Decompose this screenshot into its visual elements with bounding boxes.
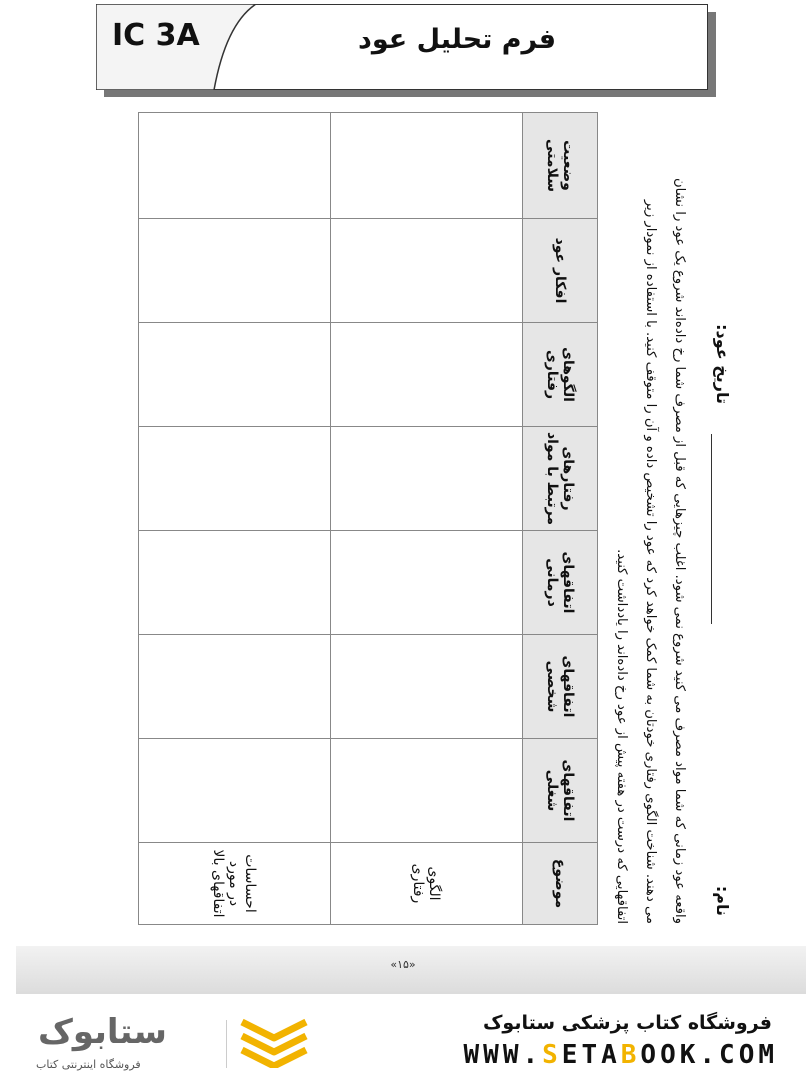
- header-personal-events: اتفاقهای شخصی: [523, 635, 598, 739]
- table-cell[interactable]: [331, 739, 523, 843]
- header-behavior-patterns: الگوهای رفتاری: [523, 323, 598, 427]
- meta-row: [704, 112, 738, 924]
- table-row: [139, 113, 331, 925]
- logo-wordmark: ستابوک: [38, 1012, 167, 1052]
- form-body: [66, 112, 738, 924]
- table-cell[interactable]: [331, 427, 523, 531]
- rotated-content-area: [66, 112, 738, 924]
- table-cell[interactable]: [139, 323, 331, 427]
- header-substance-behaviors: رفتارهای مرتبط با مواد: [523, 427, 598, 531]
- instructions-line-2: می دهند. شناخت الگوی رفتاری خودتان به شما کمک خواهد کرد که عود را تشخیص داده و آن را متوقف کنید. با استفاده از نمودار زیر: [643, 199, 658, 924]
- table-cell[interactable]: [139, 739, 331, 843]
- store-name: فروشگاه کتاب پزشکی ستابوک: [482, 1012, 772, 1034]
- page-number: «۱۵»: [390, 958, 416, 971]
- header-topic: موضوع: [523, 843, 598, 925]
- table-cell[interactable]: [139, 531, 331, 635]
- instructions: [607, 112, 694, 924]
- table-header-row: [523, 113, 598, 925]
- instructions-line-1: واقعه عود زمانی که شما مواد مصرف می کنید شروع نمی شود. اغلب چیزهایی که قبل از مصرف شما رخ داده‌اند شروع یک عود را نشان: [672, 177, 687, 924]
- logo-subtitle: فروشگاه اینترنتی کتاب: [36, 1058, 141, 1071]
- table-cell[interactable]: [139, 113, 331, 219]
- url-part: WWW.: [463, 1040, 543, 1070]
- book-logo-icon: [238, 1016, 310, 1068]
- table-cell[interactable]: [331, 635, 523, 739]
- date-line[interactable]: [711, 434, 712, 624]
- table-cell[interactable]: [139, 219, 331, 323]
- relapse-analysis-table: [138, 112, 598, 925]
- name-label: نام:: [713, 885, 732, 916]
- table-cell[interactable]: [331, 323, 523, 427]
- table-row: [331, 113, 523, 925]
- row-label-behavior-pattern: الگوی رفتاری: [331, 843, 523, 925]
- url-highlight: S: [542, 1040, 562, 1070]
- row-label-feelings: احساسات در مورد اتفاقهای بالا: [139, 843, 331, 925]
- table-cell[interactable]: [331, 531, 523, 635]
- form-code: IC 3A: [112, 18, 200, 53]
- table-cell[interactable]: [331, 219, 523, 323]
- url-part: ETA: [561, 1040, 621, 1070]
- header-treatment-events: اتفاقهای درمانی: [523, 531, 598, 635]
- header-job-events: اتفاقهای شغلی: [523, 739, 598, 843]
- form-title: فرم تحلیل عود: [357, 24, 556, 55]
- table-cell[interactable]: [139, 427, 331, 531]
- header-health-status: وضعیت سلامتی: [523, 113, 598, 219]
- footer-divider: [226, 1020, 227, 1068]
- relapse-date-label: تاریخ عود:: [713, 324, 732, 404]
- store-url[interactable]: [464, 1040, 778, 1070]
- url-highlight: B: [620, 1040, 641, 1070]
- table-cell[interactable]: [331, 113, 523, 219]
- header-relapse-thoughts: افکار عود: [523, 219, 598, 323]
- table-cell[interactable]: [139, 635, 331, 739]
- instructions-line-3: اتفاقهایی که درست در هفته پیش از عود رخ داده‌اند را یادداشت کنید.: [614, 549, 629, 924]
- url-part: OOK.COM: [640, 1040, 778, 1070]
